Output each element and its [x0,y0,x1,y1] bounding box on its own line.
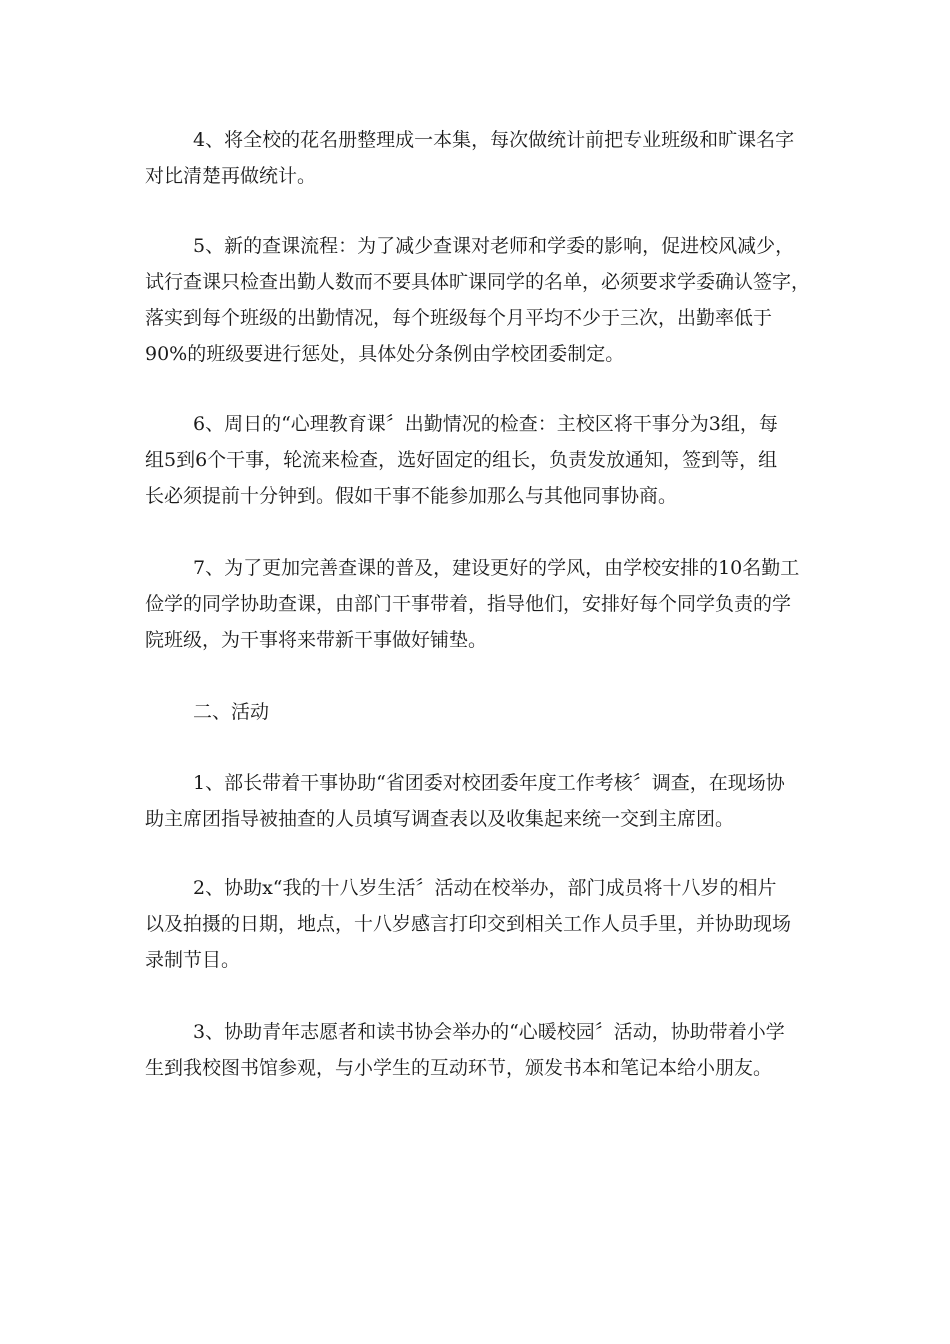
text-line: 90%的班级要进行惩处，具体处分条例由学校团委制定。 [145,343,625,365]
text-line: 二、活动 [193,701,270,723]
text-line: 俭学的同学协助查课，由部门干事带着，指导他们，安排好每个同学负责的学 [145,593,792,615]
text-line: 2、协助x“我的十八岁生活〞活动在校举办，部门成员将十八岁的相片 [193,877,777,899]
text-line: 组5到6个干事，轮流来检查，选好固定的组长，负责发放通知，签到等，组 [145,449,778,471]
text-line: 5、新的查课流程：为了减少查课对老师和学委的影响，促进校风减少， [193,235,795,257]
paragraph-activity-2 [145,870,810,978]
text-line: 生到我校图书馆参观，与小学生的互动环节，颁发书本和笔记本给小朋友。 [145,1057,773,1079]
text-line: 4、将全校的花名册整理成一本集，每次做统计前把专业班级和旷课名字 [193,129,795,151]
paragraph-item-7 [145,550,810,658]
text-line: 长必须提前十分钟到。假如干事不能参加那么与其他同事协商。 [145,485,678,507]
text-line: 7、为了更加完善查课的普及，建设更好的学风，由学校安排的10名勤工 [193,557,800,579]
paragraph-item-6 [145,406,810,514]
text-line: 3、协助青年志愿者和读书协会举办的“心暖校园〞活动，协助带着小学 [193,1021,785,1043]
text-line: 院班级，为干事将来带新干事做好铺垫。 [145,629,488,651]
text-line: 1、部长带着干事协助“省团委对校团委年度工作考核〞调查，在现场协 [193,772,785,794]
paragraph-activity-3 [145,1014,810,1086]
section-heading-activities [145,694,810,730]
text-line: 试行查课只检查出勤人数而不要具体旷课同学的名单，必须要求学委确认签字， [145,271,811,293]
paragraph-item-5 [145,228,810,372]
text-line: 以及拍摄的日期，地点，十八岁感言打印交到相关工作人员手里，并协助现场 [145,913,792,935]
text-line: 对比清楚再做统计。 [145,165,317,187]
paragraph-activity-1 [145,765,810,837]
text-line: 6、周日的“心理教育课〞出勤情况的检查：主校区将干事分为3组，每 [193,413,778,435]
text-line: 落实到每个班级的出勤情况，每个班级每个月平均不少于三次，出勤率低于 [145,307,773,329]
text-line: 助主席团指导被抽查的人员填写调查表以及收集起来统一交到主席团。 [145,808,735,830]
text-line: 录制节目。 [145,949,241,971]
paragraph-item-4 [145,122,810,194]
